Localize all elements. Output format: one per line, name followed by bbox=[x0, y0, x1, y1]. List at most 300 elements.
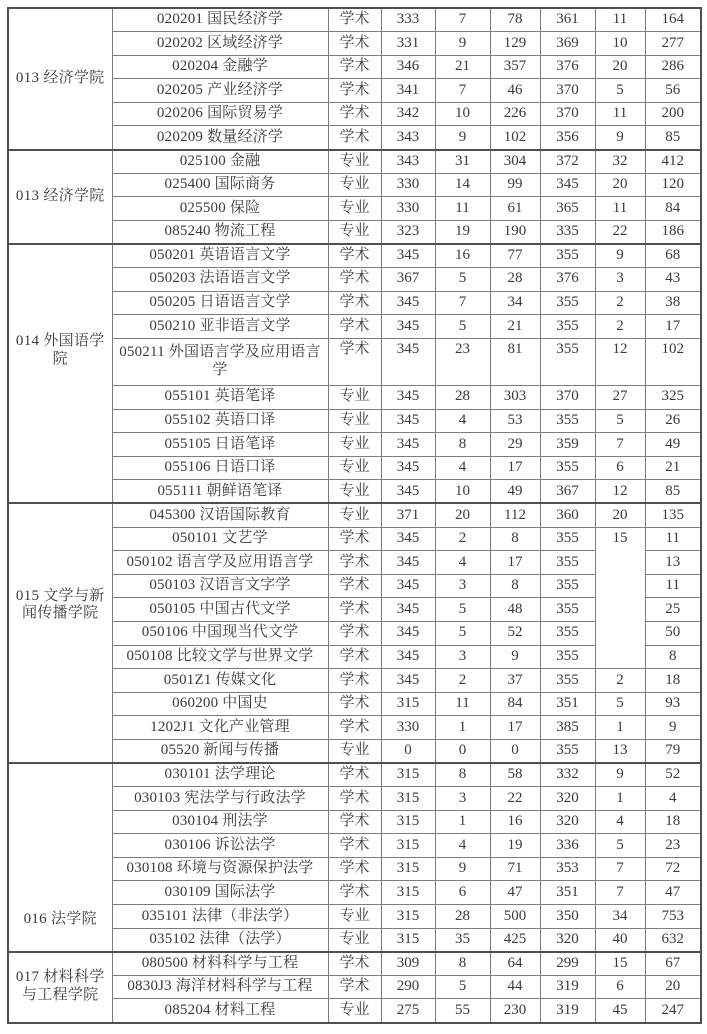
major-cell: 050103 汉语言文字学 bbox=[112, 574, 328, 598]
value-cell: 376 bbox=[540, 55, 595, 79]
value-cell: 9 bbox=[490, 645, 540, 669]
value-cell: 18 bbox=[645, 669, 701, 693]
value-cell: 7 bbox=[595, 433, 645, 457]
value-cell: 299 bbox=[540, 952, 595, 976]
value-cell: 323 bbox=[381, 220, 435, 244]
value-cell: 345 bbox=[381, 574, 435, 598]
value-cell: 277 bbox=[645, 32, 701, 56]
value-cell: 320 bbox=[540, 787, 595, 811]
type-cell: 学术 bbox=[328, 975, 381, 999]
type-cell: 学术 bbox=[328, 598, 381, 622]
table-row bbox=[8, 975, 701, 999]
type-cell: 学术 bbox=[328, 315, 381, 339]
table-row bbox=[8, 244, 701, 268]
type-cell: 学术 bbox=[328, 8, 381, 32]
value-cell: 345 bbox=[381, 338, 435, 385]
value-cell: 319 bbox=[540, 975, 595, 999]
major-cell: 055111 朝鲜语笔译 bbox=[112, 480, 328, 504]
type-cell: 学术 bbox=[328, 527, 381, 551]
value-cell: 5 bbox=[435, 598, 490, 622]
value-cell: 355 bbox=[540, 621, 595, 645]
value-cell: 376 bbox=[540, 268, 595, 292]
value-cell: 331 bbox=[381, 32, 435, 56]
value-cell: 47 bbox=[645, 881, 701, 905]
value-cell: 22 bbox=[490, 787, 540, 811]
table-row bbox=[8, 834, 701, 858]
major-cell: 055102 英语口译 bbox=[112, 409, 328, 433]
value-cell: 412 bbox=[645, 150, 701, 174]
value-cell: 4 bbox=[435, 834, 490, 858]
major-cell: 030104 刑法学 bbox=[112, 810, 328, 834]
table-row bbox=[8, 268, 701, 292]
major-cell: 020209 数量经济学 bbox=[112, 126, 328, 150]
value-cell: 28 bbox=[490, 268, 540, 292]
table-row bbox=[8, 197, 701, 221]
college-cell: 017 材料科学与工程学院 bbox=[8, 952, 112, 1023]
major-cell: 050101 文艺学 bbox=[112, 527, 328, 551]
value-cell: 1 bbox=[435, 716, 490, 740]
major-cell: 080500 材料科学与工程 bbox=[112, 952, 328, 976]
type-cell: 学术 bbox=[328, 338, 381, 385]
value-cell: 315 bbox=[381, 928, 435, 952]
type-cell: 专业 bbox=[328, 386, 381, 410]
value-cell: 315 bbox=[381, 787, 435, 811]
value-cell: 10 bbox=[595, 32, 645, 56]
type-cell: 专业 bbox=[328, 928, 381, 952]
value-cell: 85 bbox=[645, 126, 701, 150]
major-cell: 050210 亚非语言文学 bbox=[112, 315, 328, 339]
value-cell: 345 bbox=[381, 456, 435, 480]
type-cell: 专业 bbox=[328, 456, 381, 480]
value-cell: 341 bbox=[381, 79, 435, 103]
value-cell: 9 bbox=[645, 716, 701, 740]
value-cell: 14 bbox=[435, 173, 490, 197]
value-cell: 164 bbox=[645, 8, 701, 32]
value-cell: 2 bbox=[595, 291, 645, 315]
major-cell: 035102 法律（法学） bbox=[112, 928, 328, 952]
value-cell: 11 bbox=[595, 102, 645, 126]
value-cell: 13 bbox=[645, 551, 701, 575]
table-row bbox=[8, 55, 701, 79]
value-cell: 22 bbox=[595, 220, 645, 244]
value-cell: 47 bbox=[490, 881, 540, 905]
value-cell: 5 bbox=[595, 834, 645, 858]
value-cell: 7 bbox=[435, 291, 490, 315]
type-cell: 学术 bbox=[328, 881, 381, 905]
value-cell: 2 bbox=[435, 527, 490, 551]
major-cell: 020201 国民经济学 bbox=[112, 8, 328, 32]
value-cell: 29 bbox=[490, 433, 540, 457]
value-cell: 10 bbox=[435, 480, 490, 504]
value-cell: 345 bbox=[381, 621, 435, 645]
admissions-table bbox=[7, 7, 702, 1024]
value-cell: 353 bbox=[540, 857, 595, 881]
major-cell: 055106 日语口译 bbox=[112, 456, 328, 480]
value-cell: 355 bbox=[540, 456, 595, 480]
value-cell: 355 bbox=[540, 645, 595, 669]
value-cell: 6 bbox=[595, 456, 645, 480]
value-cell: 16 bbox=[490, 810, 540, 834]
value-cell: 40 bbox=[595, 928, 645, 952]
value-cell: 135 bbox=[645, 503, 701, 527]
value-cell: 21 bbox=[490, 315, 540, 339]
table-row bbox=[8, 220, 701, 244]
value-cell: 365 bbox=[540, 197, 595, 221]
type-cell: 学术 bbox=[328, 810, 381, 834]
value-cell: 32 bbox=[595, 150, 645, 174]
value-cell: 367 bbox=[381, 268, 435, 292]
value-cell: 38 bbox=[645, 291, 701, 315]
value-cell: 343 bbox=[381, 150, 435, 174]
value-cell: 230 bbox=[490, 999, 540, 1023]
type-cell: 学术 bbox=[328, 126, 381, 150]
type-cell: 学术 bbox=[328, 692, 381, 716]
table-row bbox=[8, 32, 701, 56]
table-body bbox=[8, 8, 701, 1023]
value-cell: 309 bbox=[381, 952, 435, 976]
value-cell: 304 bbox=[490, 150, 540, 174]
value-cell: 17 bbox=[645, 315, 701, 339]
value-cell: 315 bbox=[381, 763, 435, 787]
value-cell: 49 bbox=[490, 480, 540, 504]
value-cell: 345 bbox=[381, 315, 435, 339]
value-cell: 330 bbox=[381, 173, 435, 197]
table-row bbox=[8, 126, 701, 150]
value-cell: 332 bbox=[540, 763, 595, 787]
value-cell: 18 bbox=[645, 810, 701, 834]
value-cell: 360 bbox=[540, 503, 595, 527]
major-cell: 030106 诉讼法学 bbox=[112, 834, 328, 858]
value-cell: 31 bbox=[435, 150, 490, 174]
value-cell: 99 bbox=[490, 173, 540, 197]
value-cell: 12 bbox=[595, 480, 645, 504]
type-cell: 学术 bbox=[328, 621, 381, 645]
value-cell: 345 bbox=[540, 173, 595, 197]
value-cell: 372 bbox=[540, 150, 595, 174]
value-cell: 367 bbox=[540, 480, 595, 504]
value-cell: 20 bbox=[645, 975, 701, 999]
table-row bbox=[8, 503, 701, 527]
value-cell: 52 bbox=[645, 763, 701, 787]
table-row bbox=[8, 527, 701, 551]
value-cell: 345 bbox=[381, 480, 435, 504]
value-cell: 1 bbox=[595, 716, 645, 740]
value-cell: 632 bbox=[645, 928, 701, 952]
value-cell: 28 bbox=[435, 386, 490, 410]
type-cell: 专业 bbox=[328, 173, 381, 197]
value-cell: 2 bbox=[595, 669, 645, 693]
value-cell: 8 bbox=[435, 763, 490, 787]
table-row bbox=[8, 338, 701, 385]
value-cell: 20 bbox=[595, 173, 645, 197]
value-cell: 355 bbox=[540, 739, 595, 763]
value-cell: 44 bbox=[490, 975, 540, 999]
type-cell: 专业 bbox=[328, 197, 381, 221]
value-cell: 303 bbox=[490, 386, 540, 410]
value-cell: 351 bbox=[540, 881, 595, 905]
major-cell: 050108 比较文学与世界文学 bbox=[112, 645, 328, 669]
major-cell: 050211 外国语言学及应用语言学 bbox=[112, 338, 328, 385]
value-cell: 320 bbox=[540, 810, 595, 834]
value-cell: 4 bbox=[645, 787, 701, 811]
table-row bbox=[8, 102, 701, 126]
value-cell: 9 bbox=[435, 32, 490, 56]
type-cell: 学术 bbox=[328, 32, 381, 56]
major-cell: 020202 区域经济学 bbox=[112, 32, 328, 56]
type-cell: 专业 bbox=[328, 480, 381, 504]
value-cell: 335 bbox=[540, 220, 595, 244]
value-cell: 359 bbox=[540, 433, 595, 457]
table-row bbox=[8, 456, 701, 480]
value-cell: 330 bbox=[381, 197, 435, 221]
major-cell: 085240 物流工程 bbox=[112, 220, 328, 244]
value-cell: 345 bbox=[381, 433, 435, 457]
value-cell: 315 bbox=[381, 905, 435, 929]
major-cell: 085204 材料工程 bbox=[112, 999, 328, 1023]
value-cell: 345 bbox=[381, 669, 435, 693]
value-cell: 315 bbox=[381, 881, 435, 905]
value-cell: 77 bbox=[490, 244, 540, 268]
type-cell: 学术 bbox=[328, 669, 381, 693]
table-row bbox=[8, 881, 701, 905]
value-cell: 3 bbox=[435, 645, 490, 669]
type-cell: 学术 bbox=[328, 268, 381, 292]
table-row bbox=[8, 905, 701, 929]
value-cell: 2 bbox=[435, 669, 490, 693]
type-cell: 学术 bbox=[328, 952, 381, 976]
value-cell: 79 bbox=[645, 739, 701, 763]
value-cell: 336 bbox=[540, 834, 595, 858]
value-cell: 370 bbox=[540, 79, 595, 103]
major-cell: 020205 产业经济学 bbox=[112, 79, 328, 103]
value-cell: 11 bbox=[435, 692, 490, 716]
value-cell: 93 bbox=[645, 692, 701, 716]
type-cell: 专业 bbox=[328, 409, 381, 433]
value-cell: 190 bbox=[490, 220, 540, 244]
value-cell: 67 bbox=[645, 952, 701, 976]
value-cell: 112 bbox=[490, 503, 540, 527]
major-cell: 025500 保险 bbox=[112, 197, 328, 221]
table-row bbox=[8, 669, 701, 693]
value-cell: 5 bbox=[595, 692, 645, 716]
table-row bbox=[8, 763, 701, 787]
college-cell: 014 外国语学院 bbox=[8, 244, 112, 504]
value-cell: 425 bbox=[490, 928, 540, 952]
type-cell: 学术 bbox=[328, 102, 381, 126]
major-cell: 020206 国际贸易学 bbox=[112, 102, 328, 126]
type-cell: 学术 bbox=[328, 79, 381, 103]
value-cell: 355 bbox=[540, 409, 595, 433]
value-cell: 71 bbox=[490, 857, 540, 881]
value-cell: 4 bbox=[435, 409, 490, 433]
value-cell: 355 bbox=[540, 291, 595, 315]
value-cell: 357 bbox=[490, 55, 540, 79]
value-cell: 25 bbox=[645, 598, 701, 622]
major-cell: 030109 国际法学 bbox=[112, 881, 328, 905]
table-row bbox=[8, 928, 701, 952]
major-cell: 050105 中国古代文学 bbox=[112, 598, 328, 622]
value-cell: 5 bbox=[435, 975, 490, 999]
value-cell: 343 bbox=[381, 126, 435, 150]
value-cell: 1 bbox=[595, 787, 645, 811]
value-cell: 315 bbox=[381, 857, 435, 881]
value-cell: 11 bbox=[595, 8, 645, 32]
value-cell: 346 bbox=[381, 55, 435, 79]
value-cell: 355 bbox=[540, 574, 595, 598]
value-cell: 8 bbox=[645, 645, 701, 669]
type-cell: 学术 bbox=[328, 834, 381, 858]
value-cell: 8 bbox=[435, 433, 490, 457]
table-row bbox=[8, 999, 701, 1023]
value-cell: 5 bbox=[435, 315, 490, 339]
value-cell: 355 bbox=[540, 527, 595, 551]
value-cell: 356 bbox=[540, 126, 595, 150]
value-cell: 7 bbox=[595, 857, 645, 881]
value-cell: 370 bbox=[540, 102, 595, 126]
college-cell: 016 法学院 bbox=[8, 763, 112, 952]
value-cell: 46 bbox=[490, 79, 540, 103]
value-cell: 9 bbox=[435, 126, 490, 150]
type-cell: 学术 bbox=[328, 857, 381, 881]
value-cell: 28 bbox=[435, 905, 490, 929]
table-row bbox=[8, 386, 701, 410]
value-cell: 5 bbox=[435, 621, 490, 645]
value-cell: 13 bbox=[595, 739, 645, 763]
major-cell: 050102 语言学及应用语言学 bbox=[112, 551, 328, 575]
type-cell: 专业 bbox=[328, 433, 381, 457]
value-cell: 20 bbox=[435, 503, 490, 527]
value-cell: 43 bbox=[645, 268, 701, 292]
value-cell: 11 bbox=[595, 197, 645, 221]
type-cell: 学术 bbox=[328, 55, 381, 79]
value-cell: 11 bbox=[645, 574, 701, 598]
type-cell: 专业 bbox=[328, 150, 381, 174]
value-cell: 16 bbox=[435, 244, 490, 268]
value-cell: 102 bbox=[645, 338, 701, 385]
value-cell: 64 bbox=[490, 952, 540, 976]
value-cell: 9 bbox=[435, 857, 490, 881]
value-cell: 0 bbox=[435, 739, 490, 763]
value-cell: 345 bbox=[381, 527, 435, 551]
major-cell: 1202J1 文化产业管理 bbox=[112, 716, 328, 740]
value-cell: 19 bbox=[490, 834, 540, 858]
value-cell: 129 bbox=[490, 32, 540, 56]
value-cell: 325 bbox=[645, 386, 701, 410]
major-cell: 050201 英语语言文学 bbox=[112, 244, 328, 268]
value-cell: 371 bbox=[381, 503, 435, 527]
value-cell: 4 bbox=[595, 810, 645, 834]
value-cell: 342 bbox=[381, 102, 435, 126]
value-cell: 72 bbox=[645, 857, 701, 881]
table-row bbox=[8, 8, 701, 32]
table-row bbox=[8, 150, 701, 174]
value-cell: 351 bbox=[540, 692, 595, 716]
value-cell: 56 bbox=[645, 79, 701, 103]
value-cell: 61 bbox=[490, 197, 540, 221]
value-cell: 8 bbox=[490, 574, 540, 598]
table-row bbox=[8, 716, 701, 740]
value-cell: 6 bbox=[595, 975, 645, 999]
value-cell: 345 bbox=[381, 409, 435, 433]
value-cell: 21 bbox=[435, 55, 490, 79]
value-cell: 315 bbox=[381, 834, 435, 858]
college-cell: 015 文学与新闻传播学院 bbox=[8, 503, 112, 763]
type-cell: 学术 bbox=[328, 763, 381, 787]
college-cell: 013 经济学院 bbox=[8, 8, 112, 150]
value-cell: 247 bbox=[645, 999, 701, 1023]
value-cell: 15 bbox=[595, 952, 645, 976]
type-cell: 专业 bbox=[328, 999, 381, 1023]
table-row bbox=[8, 433, 701, 457]
value-cell: 10 bbox=[435, 102, 490, 126]
major-cell: 055105 日语笔译 bbox=[112, 433, 328, 457]
value-cell: 753 bbox=[645, 905, 701, 929]
value-cell: 5 bbox=[595, 79, 645, 103]
value-cell: 48 bbox=[490, 598, 540, 622]
value-cell: 7 bbox=[595, 881, 645, 905]
value-cell: 35 bbox=[435, 928, 490, 952]
value-cell: 20 bbox=[595, 503, 645, 527]
value-cell: 120 bbox=[645, 173, 701, 197]
type-cell: 学术 bbox=[328, 645, 381, 669]
table-row bbox=[8, 480, 701, 504]
value-cell: 23 bbox=[435, 338, 490, 385]
value-cell: 5 bbox=[435, 268, 490, 292]
value-cell: 19 bbox=[435, 220, 490, 244]
value-cell: 52 bbox=[490, 621, 540, 645]
major-cell: 055101 英语笔译 bbox=[112, 386, 328, 410]
major-cell: 0830J3 海洋材料科学与工程 bbox=[112, 975, 328, 999]
value-cell: 12 bbox=[595, 338, 645, 385]
value-cell: 275 bbox=[381, 999, 435, 1023]
value-cell: 45 bbox=[595, 999, 645, 1023]
table-row bbox=[8, 739, 701, 763]
college-cell: 013 经济学院 bbox=[8, 150, 112, 244]
value-cell: 9 bbox=[595, 763, 645, 787]
table-row bbox=[8, 857, 701, 881]
table-row bbox=[8, 692, 701, 716]
value-cell: 53 bbox=[490, 409, 540, 433]
table-row bbox=[8, 173, 701, 197]
value-cell: 55 bbox=[435, 999, 490, 1023]
value-cell: 355 bbox=[540, 551, 595, 575]
major-cell: 050203 法语语言文学 bbox=[112, 268, 328, 292]
value-cell: 3 bbox=[435, 787, 490, 811]
value-cell: 85 bbox=[645, 480, 701, 504]
value-cell: 2 bbox=[595, 315, 645, 339]
value-cell: 319 bbox=[540, 999, 595, 1023]
value-cell: 20 bbox=[595, 55, 645, 79]
type-cell: 专业 bbox=[328, 905, 381, 929]
type-cell: 学术 bbox=[328, 716, 381, 740]
value-cell: 68 bbox=[645, 244, 701, 268]
value-cell: 23 bbox=[645, 834, 701, 858]
value-cell: 27 bbox=[595, 386, 645, 410]
value-cell: 3 bbox=[595, 268, 645, 292]
value-cell: 355 bbox=[540, 598, 595, 622]
value-cell: 5 bbox=[595, 409, 645, 433]
value-cell: 37 bbox=[490, 669, 540, 693]
value-cell: 84 bbox=[490, 692, 540, 716]
value-cell: 370 bbox=[540, 386, 595, 410]
value-cell: 330 bbox=[381, 716, 435, 740]
value-cell: 7 bbox=[435, 79, 490, 103]
major-cell: 030103 宪法学与行政法学 bbox=[112, 787, 328, 811]
type-cell: 专业 bbox=[328, 220, 381, 244]
major-cell: 035101 法律（非法学） bbox=[112, 905, 328, 929]
value-cell: 34 bbox=[595, 905, 645, 929]
value-cell: 9 bbox=[595, 126, 645, 150]
